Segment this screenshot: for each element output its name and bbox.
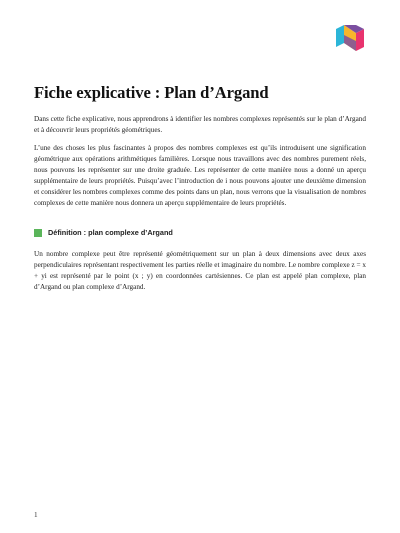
definition-title: Définition : plan complexe d’Argand (48, 228, 173, 237)
definition-square-icon (34, 229, 42, 237)
page-number: 1 (34, 511, 38, 519)
nagwa-logo-icon (334, 25, 366, 51)
intro-paragraph: Dans cette fiche explicative, nous apprendrons à identifier les nombres complexes représentés sur le plan d’Argand et à découvrir leurs propriétés géométriques. (34, 115, 366, 134)
body-paragraph: L’une des choses les plus fascinantes à propos des nombres complexes est qu’ils introduisent une signification géométrique aux opérations arithmétiques familières. Lorsque nous travaillons avec des nombres purement réels, nous pouvons les représenter sur une droite graduée. Les représenter de cette manière nous a donné un aperçu supplémentaire de leurs propriétés. Puisqu’avec l’introduction de i nous pouvons ajouter une deuxième dimension et considérer les nombres complexes comme des points dans un plan, nous verrons que la visualisation de nombres complexes de cette manière nous donnera un aperçu supplémentaire de leurs propriétés. (34, 144, 366, 207)
page-title: Fiche explicative : Plan d’Argand (34, 83, 269, 102)
definition-heading (34, 228, 173, 237)
definition-paragraph: Un nombre complexe peut être représenté géométriquement sur un plan à deux dimensions avec deux axes perpendiculaires représentant respectivement les parties réelle et imaginaire du nombre. Le nombre complexe z = x + yi est représenté par le point (x ; y) en coordonnées cartésiennes. Ce plan est appelé plan complexe, plan d’Argand ou plan complexe d’Argand. (34, 250, 366, 291)
